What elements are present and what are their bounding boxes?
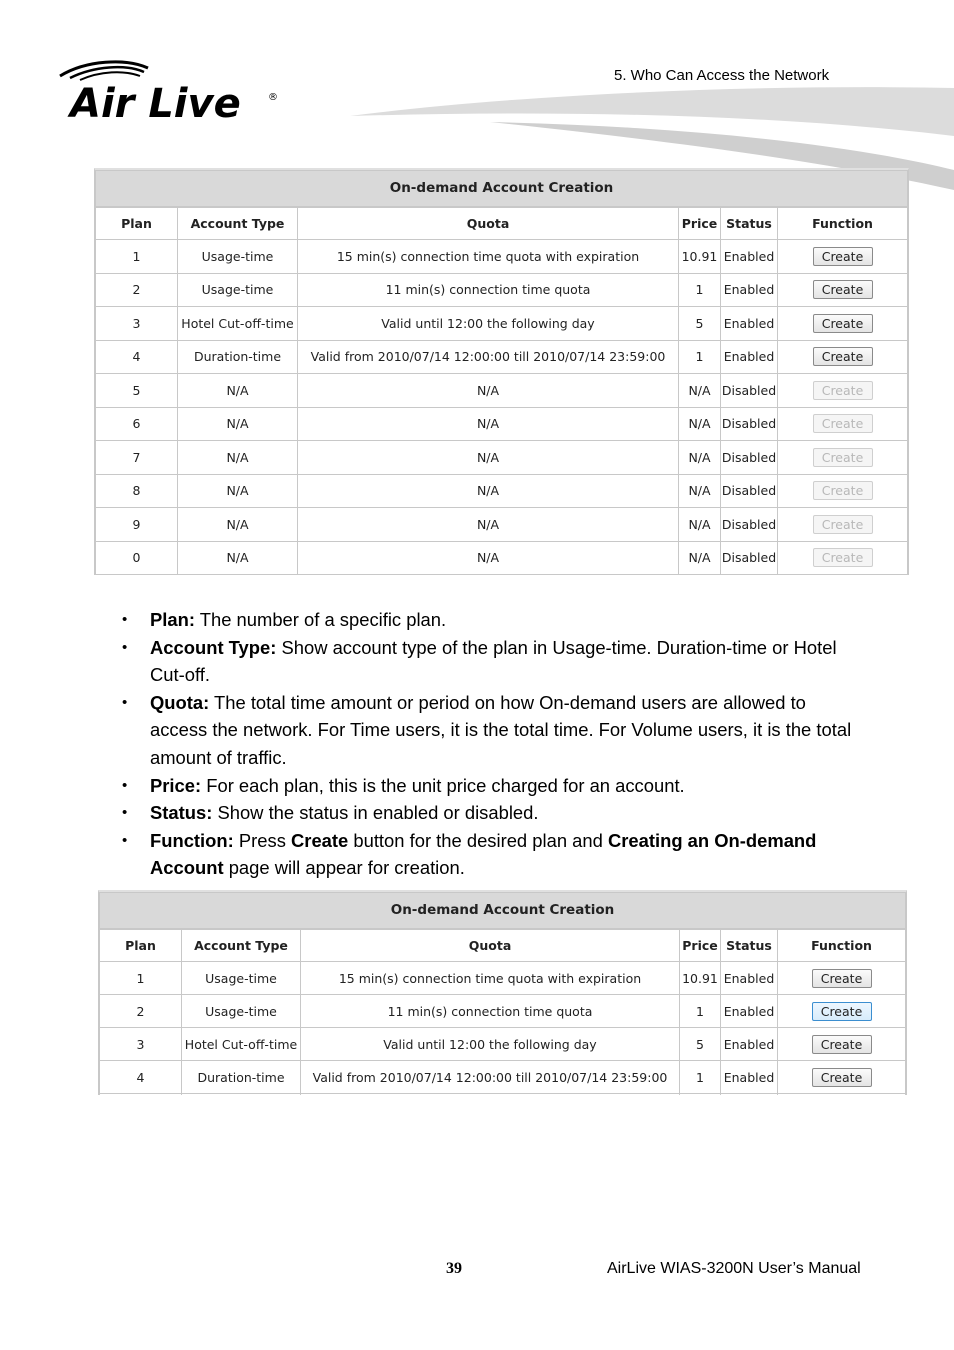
create-button-plan-9-disabled: Create (813, 515, 873, 534)
table-row (96, 474, 908, 508)
manual-title: AirLive WIAS-3200N User’s Manual (607, 1260, 861, 1277)
function-cell (778, 340, 908, 374)
quota-cell: Valid from 2010/07/14 12:00:00 till 2010/07/14 23:59:00 (301, 1061, 680, 1094)
table-row (96, 273, 908, 307)
table-row (100, 962, 906, 995)
plan-cell: 6 (96, 407, 178, 441)
table-row-cut (100, 1094, 906, 1096)
on-demand-account-table (95, 170, 908, 575)
account-type-cell: N/A (178, 441, 298, 475)
create-button-plan-3[interactable]: Create (812, 1035, 872, 1054)
quota-cell: N/A (298, 508, 679, 542)
status-cell: Disabled (721, 407, 778, 441)
create-button-plan-6-disabled: Create (813, 414, 873, 433)
svg-text:®: ® (268, 92, 278, 103)
quota-cell: Valid until 12:00 the following day (298, 307, 679, 341)
table-row (96, 407, 908, 441)
quota-cell: N/A (298, 541, 679, 575)
plan-cell: 2 (96, 273, 178, 307)
plan-cell: 5 (96, 374, 178, 408)
logo-text: Air Live (70, 81, 241, 127)
account-type-cell: N/A (178, 474, 298, 508)
price-cell: N/A (679, 374, 721, 408)
quota-cell: Valid from 2010/07/14 12:00:00 till 2010/07/14 23:59:00 (298, 340, 679, 374)
price-cell: N/A (679, 441, 721, 475)
account-type-cell: Duration-time (178, 340, 298, 374)
bullet-status: • Status: Show the status in enabled or disabled. (118, 799, 858, 827)
create-button-plan-7-disabled: Create (813, 448, 873, 467)
function-cell (778, 962, 906, 995)
col-header-status: Status (721, 929, 778, 962)
on-demand-table-screenshot-full (94, 168, 909, 575)
function-cell (778, 541, 908, 575)
create-button-plan-5-disabled: Create (813, 381, 873, 400)
create-button-plan-0-disabled: Create (813, 548, 873, 567)
status-cell: Enabled (721, 240, 778, 274)
plan-cell: 3 (96, 307, 178, 341)
plan-cell: 2 (100, 995, 182, 1028)
create-button-plan-1[interactable]: Create (812, 969, 872, 988)
plan-cell: 1 (100, 962, 182, 995)
col-header-account-type: Account Type (178, 207, 298, 240)
function-cell (778, 307, 908, 341)
table-title: On-demand Account Creation (96, 171, 908, 207)
function-cell (778, 508, 908, 542)
account-type-cell: Hotel Cut-off-time (178, 307, 298, 341)
bullet-account-type: • Account Type: Show account type of the plan in Usage-time. Duration-time or Hotel Cut-off. (118, 634, 858, 689)
table-row (96, 508, 908, 542)
table-row (100, 1061, 906, 1094)
function-cell (778, 441, 908, 475)
status-cell: Disabled (721, 474, 778, 508)
account-type-cell: Usage-time (178, 273, 298, 307)
status-cell: Disabled (721, 541, 778, 575)
quota-cell: N/A (298, 474, 679, 508)
price-cell: N/A (679, 541, 721, 575)
price-cell: N/A (679, 508, 721, 542)
airlive-logo (56, 56, 286, 128)
plan-cell: 4 (96, 340, 178, 374)
plan-cell: 7 (96, 441, 178, 475)
bullet-quota: • Quota: The total time amount or period on how On-demand users are allowed to access the network. For Time users, it is the total time. For Volume users, it is the total amount of traffic. (118, 689, 858, 772)
table-row (96, 374, 908, 408)
col-header-quota: Quota (298, 207, 679, 240)
col-header-function: Function (778, 207, 908, 240)
account-type-cell: N/A (178, 508, 298, 542)
plan-cell: 4 (100, 1061, 182, 1094)
price-cell: 1 (680, 995, 721, 1028)
on-demand-table-screenshot-cropped (98, 890, 907, 1095)
function-cell (778, 1061, 906, 1094)
quota-cell: N/A (298, 407, 679, 441)
quota-cell: 15 min(s) connection time quota with expiration (298, 240, 679, 274)
table-row (96, 307, 908, 341)
table-row (100, 1028, 906, 1061)
create-button-plan-4[interactable]: Create (813, 347, 873, 366)
price-cell: 5 (680, 1028, 721, 1061)
status-cell: Enabled (721, 307, 778, 341)
price-cell: 5 (679, 307, 721, 341)
status-cell: Enabled (721, 340, 778, 374)
function-cell (778, 1028, 906, 1061)
quota-cell: 15 min(s) connection time quota with expiration (301, 962, 680, 995)
account-type-cell: Usage-time (182, 962, 301, 995)
price-cell: N/A (679, 407, 721, 441)
status-cell: Disabled (721, 374, 778, 408)
col-header-price: Price (679, 207, 721, 240)
status-cell: Enabled (721, 1061, 778, 1094)
table-row (96, 541, 908, 575)
page-number: 39 (446, 1260, 462, 1277)
status-cell: Disabled (721, 441, 778, 475)
table-row (96, 340, 908, 374)
on-demand-account-table-cropped (99, 892, 906, 1095)
quota-cell: N/A (298, 441, 679, 475)
price-cell: 1 (679, 340, 721, 374)
table-row (100, 995, 906, 1028)
plan-cell: 3 (100, 1028, 182, 1061)
status-cell: Enabled (721, 995, 778, 1028)
quota-cell: N/A (298, 374, 679, 408)
bullet-price: • Price: For each plan, this is the unit price charged for an account. (118, 772, 858, 800)
status-cell: Enabled (721, 273, 778, 307)
function-cell (778, 474, 908, 508)
account-type-cell: Usage-time (182, 995, 301, 1028)
plan-cell: 1 (96, 240, 178, 274)
create-button-plan-2[interactable]: Create (813, 280, 873, 299)
quota-cell: 11 min(s) connection time quota (301, 995, 680, 1028)
col-header-account-type: Account Type (182, 929, 301, 962)
quota-cell: Valid until 12:00 the following day (301, 1028, 680, 1061)
table-row (96, 240, 908, 274)
create-button-plan-2-focused[interactable]: Create (812, 1002, 872, 1021)
function-cell (778, 995, 906, 1028)
table-title: On-demand Account Creation (100, 893, 906, 929)
field-description-list (118, 606, 858, 882)
price-cell: 10.91 (680, 962, 721, 995)
create-button-plan-8-disabled: Create (813, 481, 873, 500)
col-header-quota: Quota (301, 929, 680, 962)
account-type-cell: Hotel Cut-off-time (182, 1028, 301, 1061)
col-header-plan: Plan (100, 929, 182, 962)
account-type-cell: Usage-time (178, 240, 298, 274)
col-header-price: Price (680, 929, 721, 962)
function-cell (778, 273, 908, 307)
account-type-cell: N/A (178, 407, 298, 441)
status-cell: Enabled (721, 962, 778, 995)
account-type-cell: Duration-time (182, 1061, 301, 1094)
status-cell: Disabled (721, 508, 778, 542)
create-button-plan-3[interactable]: Create (813, 314, 873, 333)
account-type-cell: N/A (178, 541, 298, 575)
create-button-plan-4[interactable]: Create (812, 1068, 872, 1087)
status-cell: Enabled (721, 1028, 778, 1061)
price-cell: 1 (680, 1061, 721, 1094)
function-cell (778, 407, 908, 441)
create-button-plan-1[interactable]: Create (813, 247, 873, 266)
col-header-status: Status (721, 207, 778, 240)
price-cell: N/A (679, 474, 721, 508)
price-cell: 1 (679, 273, 721, 307)
plan-cell: 9 (96, 508, 178, 542)
plan-cell: 0 (96, 541, 178, 575)
price-cell: 10.91 (679, 240, 721, 274)
bullet-plan: • Plan: The number of a specific plan. (118, 606, 858, 634)
function-cell (778, 374, 908, 408)
col-header-plan: Plan (96, 207, 178, 240)
account-type-cell: N/A (178, 374, 298, 408)
quota-cell: 11 min(s) connection time quota (298, 273, 679, 307)
table-row (96, 441, 908, 475)
function-cell (778, 240, 908, 274)
col-header-function: Function (778, 929, 906, 962)
plan-cell: 8 (96, 474, 178, 508)
bullet-function: • Function: Press Create button for the desired plan and Creating an On-demand Account page will appear for creation. (118, 827, 858, 882)
section-header: 5. Who Can Access the Network (614, 67, 830, 84)
